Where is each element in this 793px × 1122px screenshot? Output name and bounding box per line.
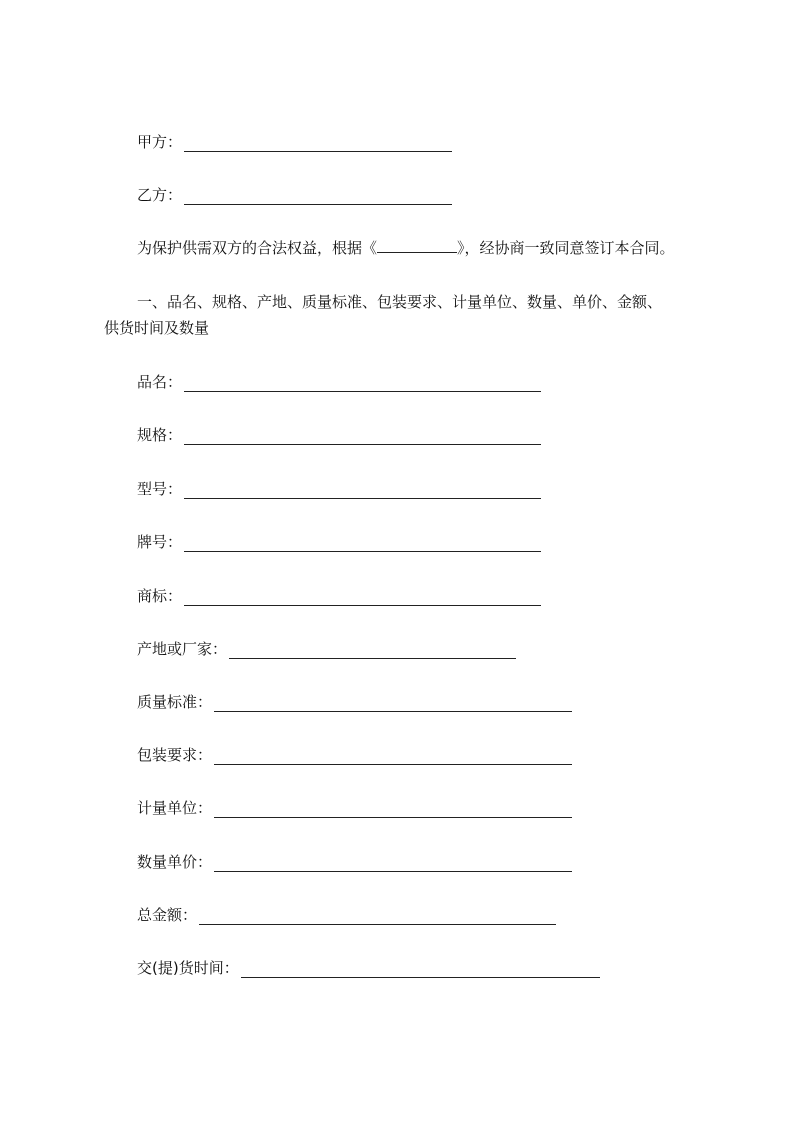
brand-row: [137, 532, 541, 552]
section-1-heading-line1: 一、品名、规格、产地、质量标准、包装要求、计量单位、数量、单价、金额、: [137, 293, 663, 311]
unit-blank[interactable]: [214, 803, 572, 818]
party-a-row: [137, 132, 452, 152]
product-name-row: [137, 372, 541, 392]
spec-label: 规格：: [137, 426, 183, 444]
model-row: [137, 479, 541, 499]
trademark-row: [137, 586, 541, 606]
spec-blank[interactable]: [184, 430, 541, 445]
trademark-blank[interactable]: [184, 591, 541, 606]
quality-row: [137, 692, 572, 712]
unit-row: [137, 798, 572, 818]
party-b-row: [137, 185, 452, 205]
unit-label: 计量单位：: [137, 799, 213, 817]
brand-label: 牌号：: [137, 533, 183, 551]
trademark-label: 商标：: [137, 587, 183, 605]
origin-blank[interactable]: [229, 644, 516, 659]
party-a-label: 甲方：: [137, 133, 183, 151]
total-blank[interactable]: [199, 910, 556, 925]
party-b-label: 乙方：: [137, 186, 183, 204]
product-name-label: 品名：: [137, 373, 183, 391]
total-row: [137, 905, 556, 925]
brand-blank[interactable]: [184, 537, 541, 552]
model-blank[interactable]: [184, 484, 541, 499]
party-a-blank[interactable]: [184, 137, 452, 152]
packing-blank[interactable]: [214, 750, 572, 765]
unit-price-blank[interactable]: [214, 857, 572, 872]
intro-paragraph: [137, 238, 675, 258]
product-name-blank[interactable]: [184, 377, 541, 392]
intro-text-before: 为保护供需双方的合法权益，根据《: [137, 239, 378, 257]
basis-law-blank[interactable]: [377, 238, 457, 253]
delivery-time-row: [137, 958, 600, 978]
quality-label: 质量标准：: [137, 693, 213, 711]
party-b-blank[interactable]: [184, 190, 452, 205]
delivery-time-label: 交(提)货时间：: [137, 959, 239, 977]
origin-label: 产地或厂家：: [137, 640, 228, 658]
intro-text-after: 》，经协商一致同意签订本合同。: [457, 239, 675, 257]
total-label: 总金额：: [137, 906, 198, 924]
spec-row: [137, 425, 541, 445]
origin-row: [137, 639, 516, 659]
unit-price-row: [137, 852, 572, 872]
unit-price-label: 数量单价：: [137, 853, 213, 871]
packing-row: [137, 745, 572, 765]
section-1-heading-line2: 供货时间及数量: [104, 319, 210, 337]
packing-label: 包装要求：: [137, 746, 213, 764]
delivery-time-blank[interactable]: [241, 963, 600, 978]
model-label: 型号：: [137, 480, 183, 498]
quality-blank[interactable]: [214, 697, 572, 712]
